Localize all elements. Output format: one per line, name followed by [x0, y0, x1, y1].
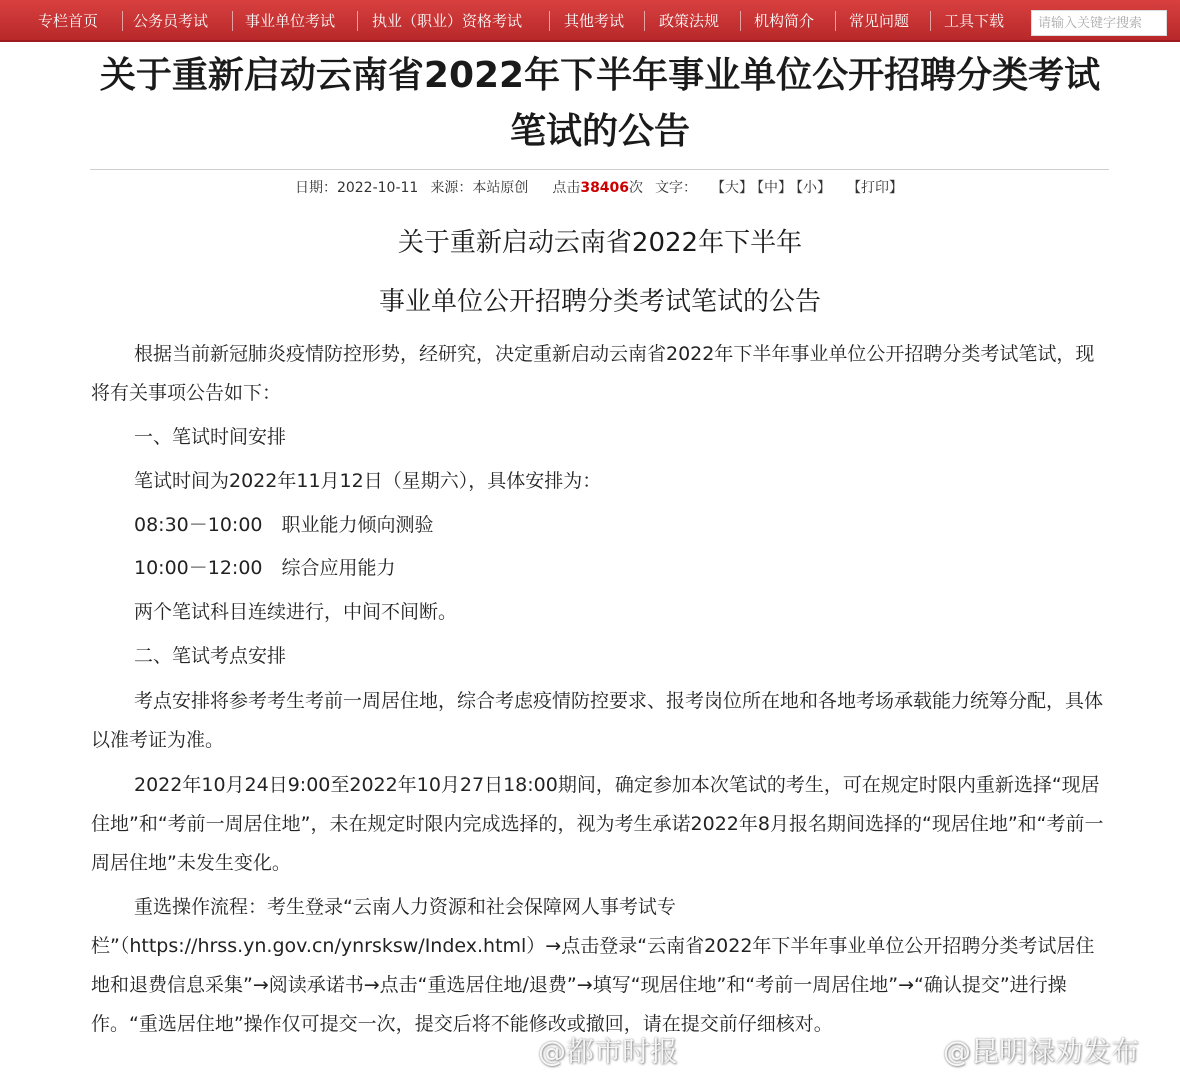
schedule-item-aptitude-test: 08:30－10:00 职业能力倾向测验: [134, 514, 434, 536]
publish-date: 2022-10-11: [336, 180, 419, 196]
search-input[interactable]: [1031, 10, 1167, 36]
article-subtitle-line-2: 事业单位公开招聘分类考试笔试的公告: [378, 287, 821, 317]
title-divider: [90, 169, 1109, 170]
font-size-large-button[interactable]: 【大】: [711, 180, 754, 196]
nav-separator: [357, 11, 358, 31]
clicks-label: 点击: [552, 180, 581, 196]
font-size-medium-button[interactable]: 【中】: [757, 180, 793, 196]
nav-item-faq[interactable]: 常见问题: [849, 12, 910, 30]
nav-separator: [740, 11, 741, 31]
top-nav-bar: [0, 0, 1180, 42]
article-meta: [90, 177, 1110, 199]
article-subtitle-line-1: 关于重新启动云南省2022年下半年: [397, 228, 803, 258]
weibo-icon: [500, 1038, 534, 1066]
paragraph-reselection-process: 重选操作流程：考生登录“云南人力资源和社会保障网人事考试专栏”（https://hrss.yn.gov.cn/ynrsksw/Index.html）→点击登录“云南省2022年下半年事业单位公开招聘分类考试居住地和退费信息采集”→阅读承诺书→点击“重选居住地/退费”→填写“现居住地”和“考前一周居住地”→“确认提交”进行操作。“重选居住地”操作仅可提交一次，提交后将不能修改或撤回，请在提交前仔细核对。: [91, 896, 1095, 1035]
nav-item-other-exams[interactable]: 其他考试: [564, 12, 625, 30]
source-label: 来源：: [430, 180, 473, 196]
nav-item-civil-servant-exam[interactable]: 公务员考试: [133, 12, 209, 30]
nav-item-public-institution-exam[interactable]: 事业单位考试: [245, 12, 336, 30]
nav-separator: [122, 11, 123, 31]
nav-separator: [232, 11, 233, 31]
watermark-dushi-shibao: [500, 1034, 678, 1070]
section-heading-exam-time: 一、笔试时间安排: [134, 426, 287, 448]
section-heading-exam-venue: 二、笔试考点安排: [134, 645, 287, 667]
watermark-text: @都市时报: [538, 1035, 679, 1068]
page-title: 关于重新启动云南省2022年下半年事业单位公开招聘分类考试笔试的公告: [99, 55, 1101, 152]
print-button[interactable]: 【打印】: [847, 180, 904, 196]
paragraph-reselection-period: 2022年10月24日9:00至2022年10月27日18:00期间，确定参加本次笔试的考生，可在规定时限内重新选择“现居住地”和“考前一周居住地”，未在规定时限内完成选择的，视为考生承诺2022年8月报名期间选择的“现居住地”和“考前一周居住地”未发生变化。: [91, 774, 1104, 874]
paragraph-continuous-note: 两个笔试科目连续进行，中间不间断。: [134, 601, 458, 623]
nav-item-policies[interactable]: 政策法规: [659, 12, 720, 30]
nav-item-about[interactable]: 机构简介: [754, 12, 815, 30]
paragraph-venue-assignment: 考点安排将参考考生考前一周居住地，综合考虑疫情防控要求、报考岗位所在地和各地考场承载能力统筹分配，具体以准考证为准。: [91, 690, 1104, 751]
font-size-label: 文字：: [655, 180, 698, 196]
nav-separator: [644, 11, 645, 31]
schedule-item-comprehensive-test: 10:00－12:00 综合应用能力: [134, 557, 396, 579]
clicks-unit: 次: [629, 180, 644, 196]
nav-separator: [549, 11, 550, 31]
nav-item-downloads[interactable]: 工具下载: [944, 12, 1005, 30]
click-count: 38406: [580, 180, 630, 196]
nav-separator: [835, 11, 836, 31]
watermark-text: @昆明禄劝发布: [943, 1035, 1140, 1068]
source-value: 本站原创: [472, 180, 529, 196]
paragraph-intro: 根据当前新冠肺炎疫情防控形势，经研究，决定重新启动云南省2022年下半年事业单位公开招聘分类考试笔试，现将有关事项公告如下：: [91, 343, 1095, 404]
paragraph-exam-date: 笔试时间为2022年11月12日（星期六），具体安排为：: [134, 470, 602, 492]
watermark-kunming-luquan: [905, 1034, 1139, 1070]
weibo-icon: [905, 1038, 939, 1066]
date-label: 日期：: [294, 180, 337, 196]
font-size-small-button[interactable]: 【小】: [796, 180, 832, 196]
nav-item-column-home[interactable]: 专栏首页: [38, 12, 99, 30]
nav-separator: [930, 11, 931, 31]
nav-item-qualification-exam[interactable]: 执业（职业）资格考试: [372, 12, 523, 30]
